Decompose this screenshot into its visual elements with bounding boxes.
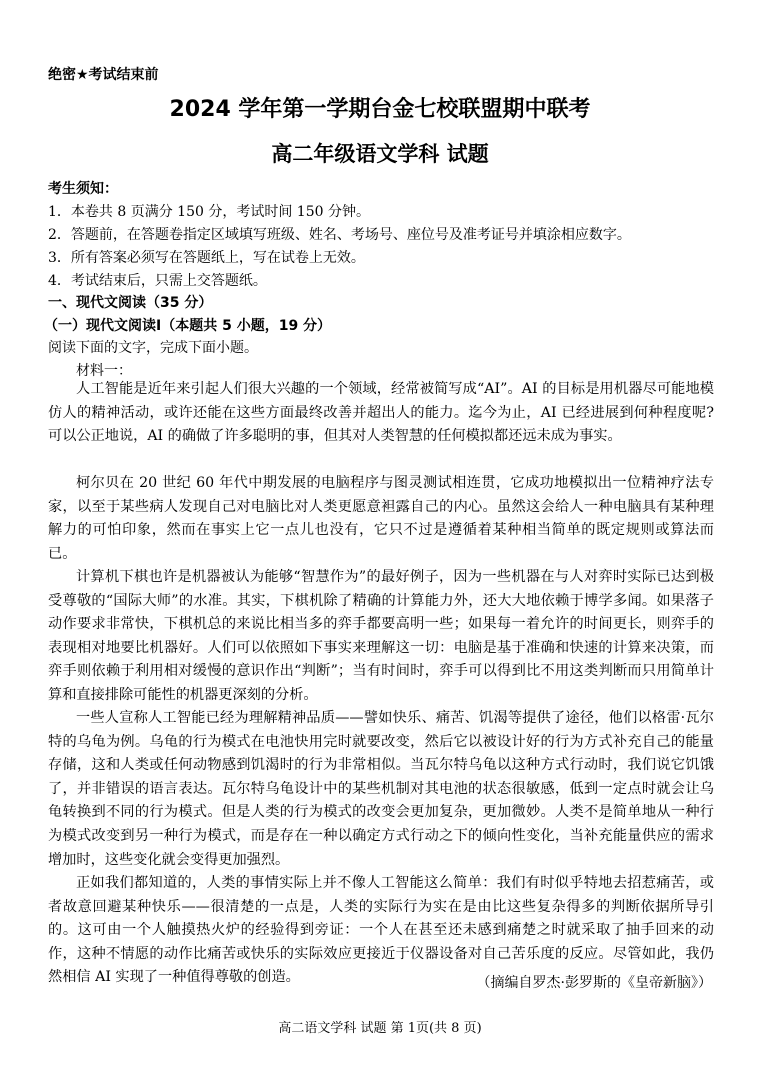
material-label: 材料一：: [76, 363, 132, 379]
notice-item: 2．答题前，在答题卷指定区域填写班级、姓名、考场号、座位号及准考证号并填涂相应数字。: [48, 227, 631, 243]
section-heading: 一、现代文阅读（35 分）: [48, 295, 213, 311]
notice-title: 考生须知：: [48, 181, 118, 197]
passage-source: （摘编自罗杰·彭罗斯的《皇帝新脑》）: [476, 975, 712, 991]
secret-label: 绝密★考试结束前: [48, 67, 159, 83]
exam-title: 2024 学年第一学期台金七校联盟期中联考: [169, 97, 591, 122]
notice-item: 1．本卷共 8 页满分 150 分，考试时间 150 分钟。: [48, 204, 370, 220]
passage-paragraph: 正如我们都知道的，人类的事情实际上并不像人工智能这么简单：我们有时似乎特地去招惹痛苦，或者故意回避某种快乐——很清楚的一点是，人类的实际行为实在是由比这些复杂得多的判断依据所导引的。这可由一个人触摸热火炉的经验得到旁证：一个人在甚至还未感到痛楚之时就采取了抽手回来的动作，这种不情愿的动作比痛苦或快乐的实际效应更接近于仪器设备对自己苦乐度的反应。尽管如此，我仍然相信 AI 实现了一种值得尊敬的创造。: [48, 875, 714, 986]
passage-paragraph: 计算机下棋也许是机器被认为能够“智慧作为”的最好例子，因为一些机器在与人对弈时实际已达到极受尊敬的“国际大师”的水准。其实，下棋机除了精确的计算能力外，还大大地依赖于博学多闻。如果落子动作要求非常快，下棋机总的来说比相当多的弈手都要高明一些；如果每一着允许的时间更长，则弈手的表现相对地要比机器好。人们可以依照如下事实来理解这一切：电脑是基于准确和快速的计算来决策，而弈手则依赖于利用相对缓慢的意识作出“判断”；当有时间时，弈手可以得到比不用这类判断而只用简单计算和直接排除可能性的机器更深刻的分析。: [48, 569, 714, 703]
page-footer: 高二语文学科 试题 第 1页(共 8 页): [278, 1021, 482, 1036]
exam-subtitle: 高二年级语文学科 试题: [271, 142, 489, 166]
subsection-heading: （一）现代文阅读Ⅰ（本题共 5 小题，19 分）: [44, 318, 332, 334]
reading-instruction: 阅读下面的文字，完成下面小题。: [48, 340, 258, 356]
passage-paragraph: 柯尔贝在 20 世纪 60 年代中期发展的电脑程序与图灵测试相连贯，它成功地模拟出一位精神疗法专家，以至于某些病人发现自己对电脑比对人类更愿意袒露自己的内心。虽然这会给人一种电脑具有某种理解力的可怕印象，然而在事实上它一点儿也没有，它只不过是遵循着某种相当简单的既定规则或算法而已。: [48, 475, 714, 562]
passage-paragraph: 人工智能是近年来引起人们很大兴趣的一个领域，经常被简写成“AI”。AI 的目标是用机器尽可能地模仿人的精神活动，或许还能在这些方面最终改善并超出人的能力。迄今为止，AI 已经进展到何种程度呢?可以公正地说，AI 的确做了许多聪明的事，但其对人类智慧的任何模拟都还远未成为事实。: [48, 381, 714, 445]
notice-item: 3．所有答案必须写在答题纸上，写在试卷上无效。: [48, 250, 365, 266]
passage-paragraph: 一些人宣称人工智能已经为理解精神品质——譬如快乐、痛苦、饥渴等提供了途径，他们以格雷·瓦尔特的乌龟为例。乌龟的行为模式在电池快用完时就要改变，然后它以被设计好的行为方式补充自己的能量存储，这和人类或任何动物感到饥渴时的行为非常相似。当瓦尔特乌龟以这种方式行动时，我们说它饥饿了，并非错误的语言表达。瓦尔特乌龟设计中的某些机制对其电池的状态很敏感，低到一定点时就会让乌龟转换到不同的行为模式。但是人类的行为模式的改变会更加复杂，更加微妙。人类不是简单地从一种行为模式改变到另一种行为模式，而是存在一种以确定方式行动之下的倾向性变化，当补充能量供应的需求增加时，这些变化就会变得更加强烈。: [48, 710, 714, 868]
notice-item: 4．考试结束后，只需上交答题纸。: [48, 273, 267, 289]
